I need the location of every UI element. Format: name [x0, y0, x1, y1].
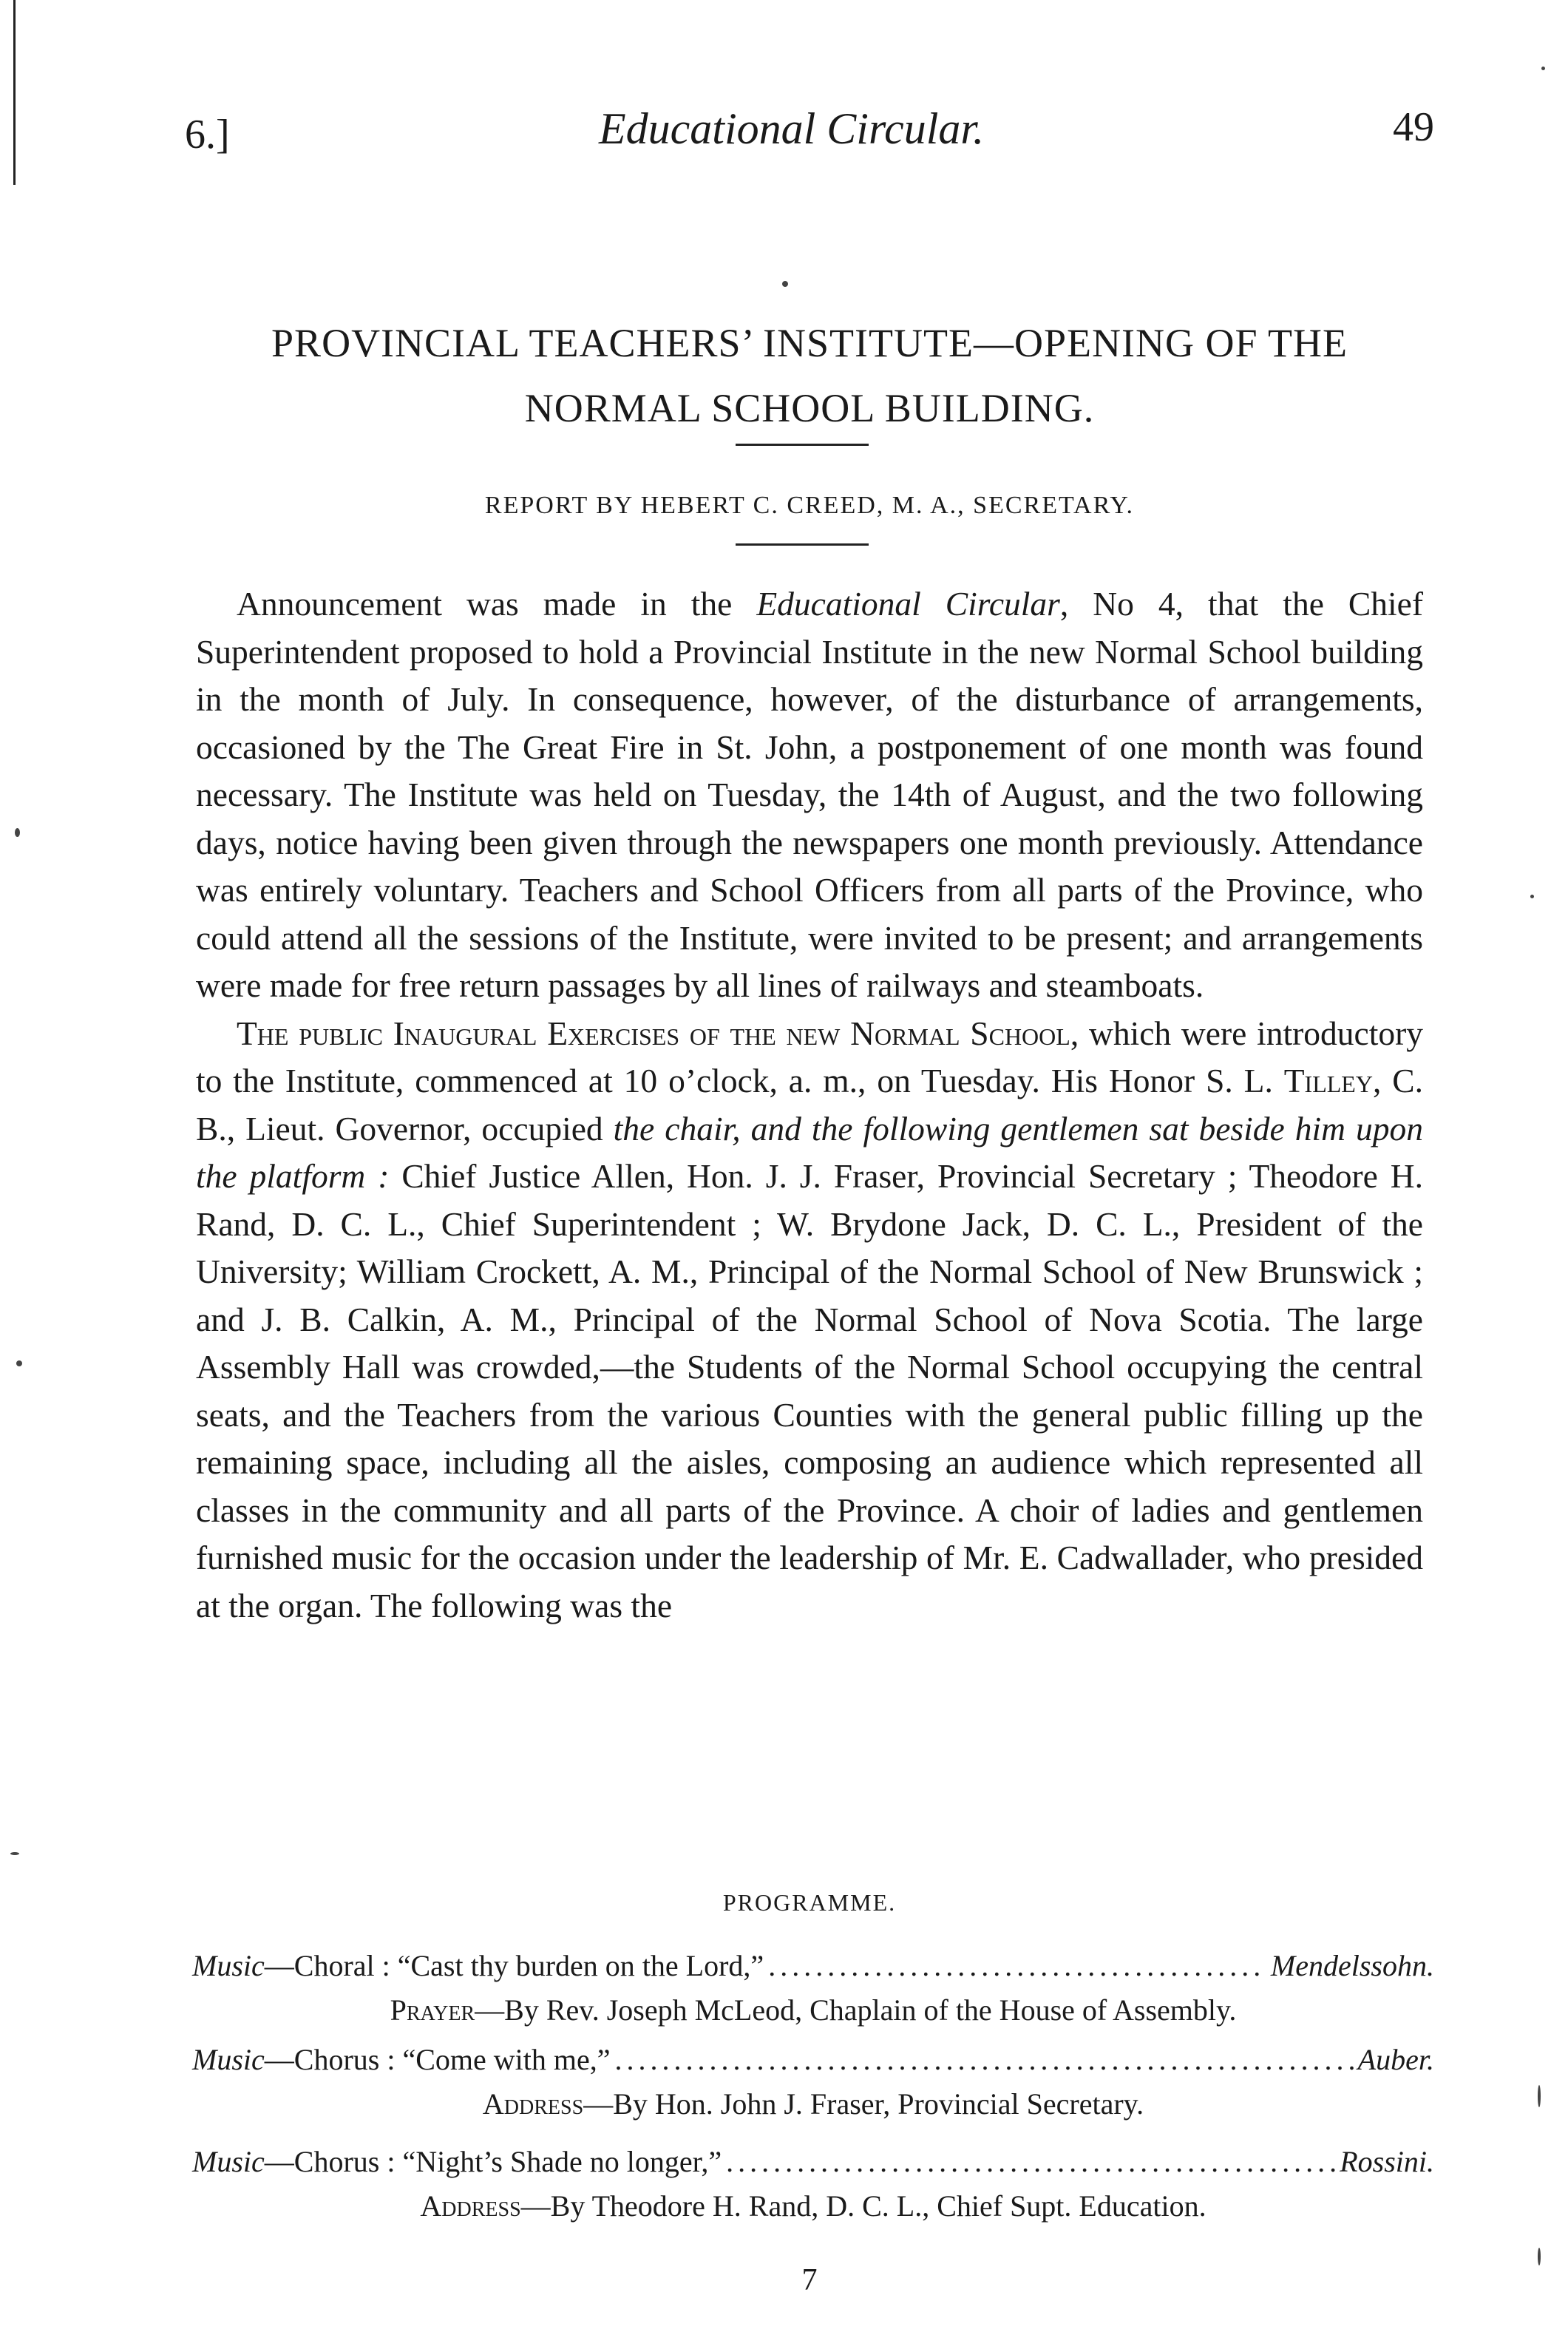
italic-phrase: the chair, and the following gentlemen sat beside him upon the platform : — [196, 1109, 1423, 1195]
programme-item-2 — [192, 1993, 1434, 2027]
music-piece: —Chorus : “Come with me,” — [264, 2043, 611, 2076]
smallcaps-lead-in: The public Inaugural Exercises of the new Normal School, — [237, 1014, 1079, 1052]
paragraph-announcement — [196, 580, 1423, 1010]
item-detail: —By Hon. John J. Fraser, Provincial Secretary. — [583, 2087, 1144, 2121]
leader-dots — [614, 2042, 1353, 2077]
paragraph-inaugural-exercises — [196, 1010, 1423, 1630]
paragraph-text: , C. B., Lieut. Governor, occupied — [196, 1062, 1423, 1148]
print-speck — [1538, 2248, 1541, 2265]
article-title — [185, 311, 1434, 441]
programme-item-3 — [192, 2042, 1434, 2077]
item-kind: Prayer — [390, 1993, 475, 2027]
report-byline: REPORT BY HEBERT C. CREED, M. A., SECRETARY. — [484, 492, 1135, 519]
print-speck — [15, 828, 20, 837]
print-speck — [782, 281, 788, 287]
leader-dots — [768, 1948, 1266, 1983]
item-detail: —By Theodore H. Rand, D. C. L., Chief Supt. Education. — [520, 2189, 1206, 2223]
byline-rule — [736, 543, 869, 546]
item-kind: Address — [482, 2087, 584, 2121]
print-speck — [1530, 895, 1534, 898]
programme-item-6 — [192, 2189, 1434, 2223]
music-piece: —Choral : “Cast thy burden on the Lord,” — [264, 1949, 764, 1982]
title-rule — [736, 444, 869, 446]
composer: Auber. — [1357, 2043, 1434, 2076]
paragraph-text: which were introductory to the Institute, commenced at 10 o’clock, a. m., on Tuesday. His Honor S. L. — [196, 1014, 1423, 1099]
binding-edge-line — [13, 0, 16, 185]
running-head — [185, 89, 1434, 155]
composer: Rossini. — [1340, 2145, 1434, 2178]
programme-item-5 — [192, 2144, 1434, 2179]
article-title-line-1: PROVINCIAL TEACHERS’ INSTITUTE—OPENING OF THE — [271, 321, 1348, 365]
print-speck — [10, 1852, 19, 1855]
programme-item-4 — [192, 2087, 1434, 2121]
paragraph-text: , No 4, that the Chief Superintendent proposed to hold a Provincial Institute in the new Normal School building in the month of July. In consequence, however, of the disturbance of arrangements, occasioned by the The Great Fire in St. John, a postponement of one month was found necessary. The Institute was held on Tuesday, the 14th of August, and the two following days, notice having been given through the newspapers one month previously. Attendance was entirely voluntary. Teachers and School Officers from all parts of the Province, who could attend all the sessions of the Institute, were invited to be present; and arrangements were made for free return passages by all lines of railways and steamboats. — [196, 585, 1424, 1004]
print-speck — [1538, 2085, 1541, 2107]
smallcaps-name: Tilley — [1283, 1062, 1373, 1099]
circular-title-italic: Educational Circular — [756, 585, 1060, 623]
music-label: Music — [192, 2145, 265, 2178]
article-body — [196, 580, 1423, 1630]
composer: Mendelssohn. — [1270, 1949, 1434, 1982]
item-kind: Address — [420, 2189, 521, 2223]
item-detail: —By Rev. Joseph McLeod, Chaplain of the House of Assembly. — [475, 1993, 1237, 2027]
leader-dots — [726, 2144, 1335, 2179]
print-speck — [16, 1360, 22, 1366]
running-head-title: Educational Circular. — [599, 104, 985, 153]
signature-mark: 7 — [801, 2263, 818, 2297]
page-number: 49 — [1393, 104, 1434, 150]
print-speck — [1541, 67, 1545, 70]
programme-item-1 — [192, 1948, 1434, 1983]
article-title-line-2: NORMAL SCHOOL BUILDING. — [524, 386, 1095, 430]
programme-heading: PROGRAMME. — [722, 1889, 897, 1916]
music-piece: —Chorus : “Night’s Shade no longer,” — [264, 2145, 722, 2178]
music-label: Music — [192, 1949, 265, 1982]
running-head-section: 6.] — [185, 112, 230, 157]
paragraph-text: Chief Justice Allen, Hon. J. J. Fraser, Provincial Secretary ; Theodore H. Rand, D. C. L., Chief Superintendent ; W. Brydone Jack, D. C. L., President of the University; William Crockett, A. M., Principal of the Normal School of New Brunswick ; and J. B. Calkin, A. M., Principal of the Normal School of Nova Scotia. The large Assembly Hall was crowded,—the Students of the Normal School occupying the central seats, and the Teachers from the various Counties with the general public filling up the remaining space, including all the aisles, composing an audience which represented all classes in the community and all parts of the Province. A choir of ladies and gentlemen furnished music for the occasion under the leadership of Mr. E. Cadwallader, who presided at the organ. The following was the — [196, 1157, 1423, 1624]
music-label: Music — [192, 2043, 265, 2076]
paragraph-text: Announcement was made in the — [237, 585, 757, 623]
